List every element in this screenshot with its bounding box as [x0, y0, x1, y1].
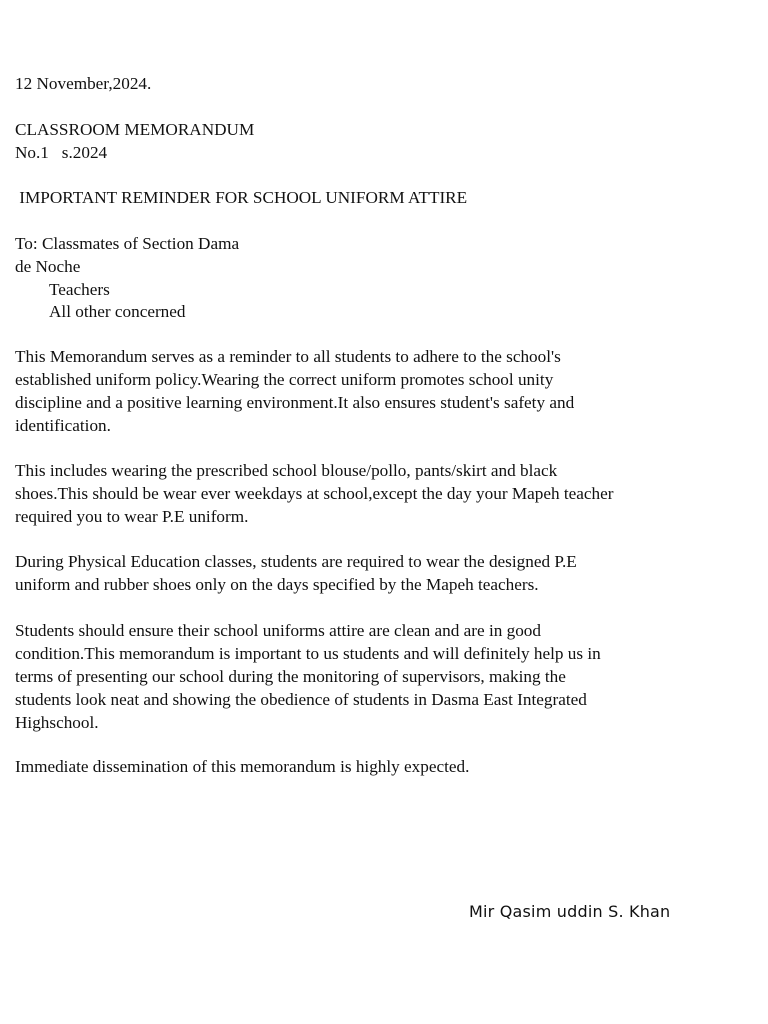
paragraph-line: discipline and a positive learning environment.It also ensures student's safety and [15, 393, 575, 412]
paragraph-line: Students should ensure their school uniforms attire are clean and are in good [15, 621, 541, 640]
paragraph-line: During Physical Education classes, students are required to wear the designed P.E [15, 552, 577, 571]
paragraph-line: students look neat and showing the obedience of students in Dasma East Integrated [15, 690, 587, 709]
paragraph-line: condition.This memorandum is important to us students and will definitely help us in [15, 644, 601, 663]
memo-number: No.1 s.2024 [15, 143, 108, 162]
paragraph-line: uniform and rubber shoes only on the days specified by the Mapeh teachers. [15, 575, 539, 594]
recipient-line-4: All other concerned [49, 302, 186, 321]
paragraph-pe-uniform [15, 550, 755, 596]
memo-subject: IMPORTANT REMINDER FOR SCHOOL UNIFORM ATTIRE [15, 188, 468, 207]
memo-date: 12 November,2024. [15, 74, 152, 93]
paragraph-line: identification. [15, 416, 111, 435]
paragraph-line: This includes wearing the prescribed school blouse/pollo, pants/skirt and black [15, 461, 558, 480]
recipient-line-1: To: Classmates of Section Dama [15, 234, 240, 253]
recipient-line-3: Teachers [49, 280, 110, 299]
recipient-line-2: de Noche [15, 257, 81, 276]
signature-name: Mir Qasim uddin S. Khan [469, 902, 671, 921]
paragraph-cleanliness [15, 619, 755, 734]
paragraph-line: required you to wear P.E uniform. [15, 507, 249, 526]
paragraph-closing: Immediate dissemination of this memorandum is highly expected. [15, 757, 470, 776]
paragraph-uniform-items [15, 459, 755, 528]
memo-heading: CLASSROOM MEMORANDUM [15, 120, 255, 139]
paragraph-line: shoes.This should be wear ever weekdays at school,except the day your Mapeh teacher [15, 484, 614, 503]
paragraph-line: Highschool. [15, 713, 99, 732]
paragraph-line: This Memorandum serves as a reminder to all students to adhere to the school's [15, 347, 561, 366]
paragraph-line: terms of presenting our school during the monitoring of supervisors, making the [15, 667, 566, 686]
paragraph-purpose [15, 345, 755, 437]
paragraph-line: established uniform policy.Wearing the correct uniform promotes school unity [15, 370, 554, 389]
